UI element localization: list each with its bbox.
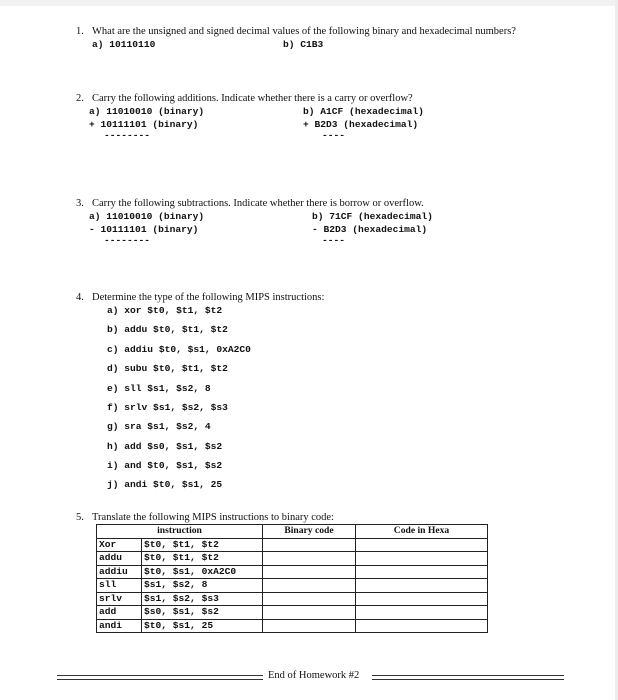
row-binary-cell bbox=[263, 592, 356, 606]
row-hexa-cell bbox=[356, 579, 488, 593]
table-row bbox=[97, 565, 488, 579]
q2-number: 2. bbox=[76, 93, 84, 104]
row-operands: $t0, $s1, 0xA2C0 bbox=[142, 565, 263, 579]
row-operands: $s1, $s2, $s3 bbox=[142, 592, 263, 606]
row-operands: $s0, $s1, $s2 bbox=[142, 606, 263, 620]
q4-item-g: g) sra $s1, $s2, 4 bbox=[107, 421, 211, 432]
table-row bbox=[97, 619, 488, 633]
q4-item-i: i) and $t0, $s1, $s2 bbox=[107, 460, 223, 471]
q2-b-line1: b) A1CF (hexadecimal) bbox=[303, 106, 424, 117]
q3-number: 3. bbox=[76, 198, 84, 209]
row-opcode: addu bbox=[97, 552, 142, 566]
row-operands: $t0, $t1, $t2 bbox=[142, 538, 263, 552]
q2-a-rule: -------- bbox=[104, 130, 151, 141]
row-hexa-cell bbox=[356, 606, 488, 620]
row-operands: $t0, $s1, 25 bbox=[142, 619, 263, 633]
table-row bbox=[97, 538, 488, 552]
q1-prompt: What are the unsigned and signed decimal values of the following binary and hexadecimal numbers? bbox=[92, 26, 516, 37]
row-hexa-cell bbox=[356, 552, 488, 566]
row-opcode: andi bbox=[97, 619, 142, 633]
table-row bbox=[97, 552, 488, 566]
q4-item-e: e) sll $s1, $s2, 8 bbox=[107, 383, 211, 394]
table-row bbox=[97, 579, 488, 593]
q2-a-line2: + 10111101 (binary) bbox=[89, 119, 199, 130]
q3-a-line2: - 10111101 (binary) bbox=[89, 224, 199, 235]
q4-item-f: f) srlv $s1, $s2, $s3 bbox=[107, 402, 228, 413]
q2-b-line2: + B2D3 (hexadecimal) bbox=[303, 119, 419, 130]
footer-rule-left bbox=[57, 675, 263, 680]
row-opcode: add bbox=[97, 606, 142, 620]
q5-number: 5. bbox=[76, 512, 84, 523]
q3-prompt: Carry the following subtractions. Indicate whether there is borrow or overflow. bbox=[92, 198, 424, 209]
q3-a-line1: a) 11010010 (binary) bbox=[89, 211, 205, 222]
footer-text: End of Homework #2 bbox=[268, 670, 360, 681]
row-hexa-cell bbox=[356, 538, 488, 552]
table-row bbox=[97, 592, 488, 606]
row-binary-cell bbox=[263, 552, 356, 566]
table-row bbox=[97, 606, 488, 620]
q3-b-line1: b) 71CF (hexadecimal) bbox=[312, 211, 433, 222]
row-binary-cell bbox=[263, 619, 356, 633]
q2-b-rule: ---- bbox=[322, 130, 346, 141]
row-hexa-cell bbox=[356, 565, 488, 579]
scan-edge-top bbox=[0, 0, 618, 6]
row-opcode: Xor bbox=[97, 538, 142, 552]
table-header-row bbox=[97, 525, 488, 539]
q2-a-line1: a) 11010010 (binary) bbox=[89, 106, 205, 117]
q4-item-h: h) add $s0, $s1, $s2 bbox=[107, 441, 223, 452]
header-hexa-code: Code in Hexa bbox=[356, 525, 488, 539]
q1-part-b: b) C1B3 bbox=[283, 39, 324, 50]
translation-table bbox=[96, 524, 488, 633]
row-hexa-cell bbox=[356, 619, 488, 633]
q3-a-rule: -------- bbox=[104, 235, 151, 246]
q2-prompt: Carry the following additions. Indicate whether there is a carry or overflow? bbox=[92, 93, 413, 104]
q4-number: 4. bbox=[76, 292, 84, 303]
q3-b-line2: - B2D3 (hexadecimal) bbox=[312, 224, 428, 235]
header-binary-code: Binary code bbox=[263, 525, 356, 539]
q1-part-a: a) 10110110 bbox=[92, 39, 156, 50]
q4-item-a: a) xor $t0, $t1, $t2 bbox=[107, 305, 223, 316]
header-instruction: instruction bbox=[97, 525, 263, 539]
q1-number: 1. bbox=[76, 26, 84, 37]
q4-item-d: d) subu $t0, $t1, $t2 bbox=[107, 363, 228, 374]
row-binary-cell bbox=[263, 606, 356, 620]
row-binary-cell bbox=[263, 538, 356, 552]
row-binary-cell bbox=[263, 565, 356, 579]
q3-b-rule: ---- bbox=[322, 235, 346, 246]
row-operands: $t0, $t1, $t2 bbox=[142, 552, 263, 566]
row-opcode: addiu bbox=[97, 565, 142, 579]
q5-prompt: Translate the following MIPS instructions to binary code: bbox=[92, 512, 334, 523]
row-opcode: sll bbox=[97, 579, 142, 593]
q4-item-j: j) andi $t0, $s1, 25 bbox=[107, 479, 223, 490]
row-operands: $s1, $s2, 8 bbox=[142, 579, 263, 593]
q4-item-b: b) addu $t0, $t1, $t2 bbox=[107, 324, 228, 335]
q4-prompt: Determine the type of the following MIPS instructions: bbox=[92, 292, 325, 303]
row-binary-cell bbox=[263, 579, 356, 593]
row-hexa-cell bbox=[356, 592, 488, 606]
footer-rule-right bbox=[372, 675, 564, 680]
q4-item-c: c) addiu $t0, $s1, 0xA2C0 bbox=[107, 344, 251, 355]
row-opcode: srlv bbox=[97, 592, 142, 606]
